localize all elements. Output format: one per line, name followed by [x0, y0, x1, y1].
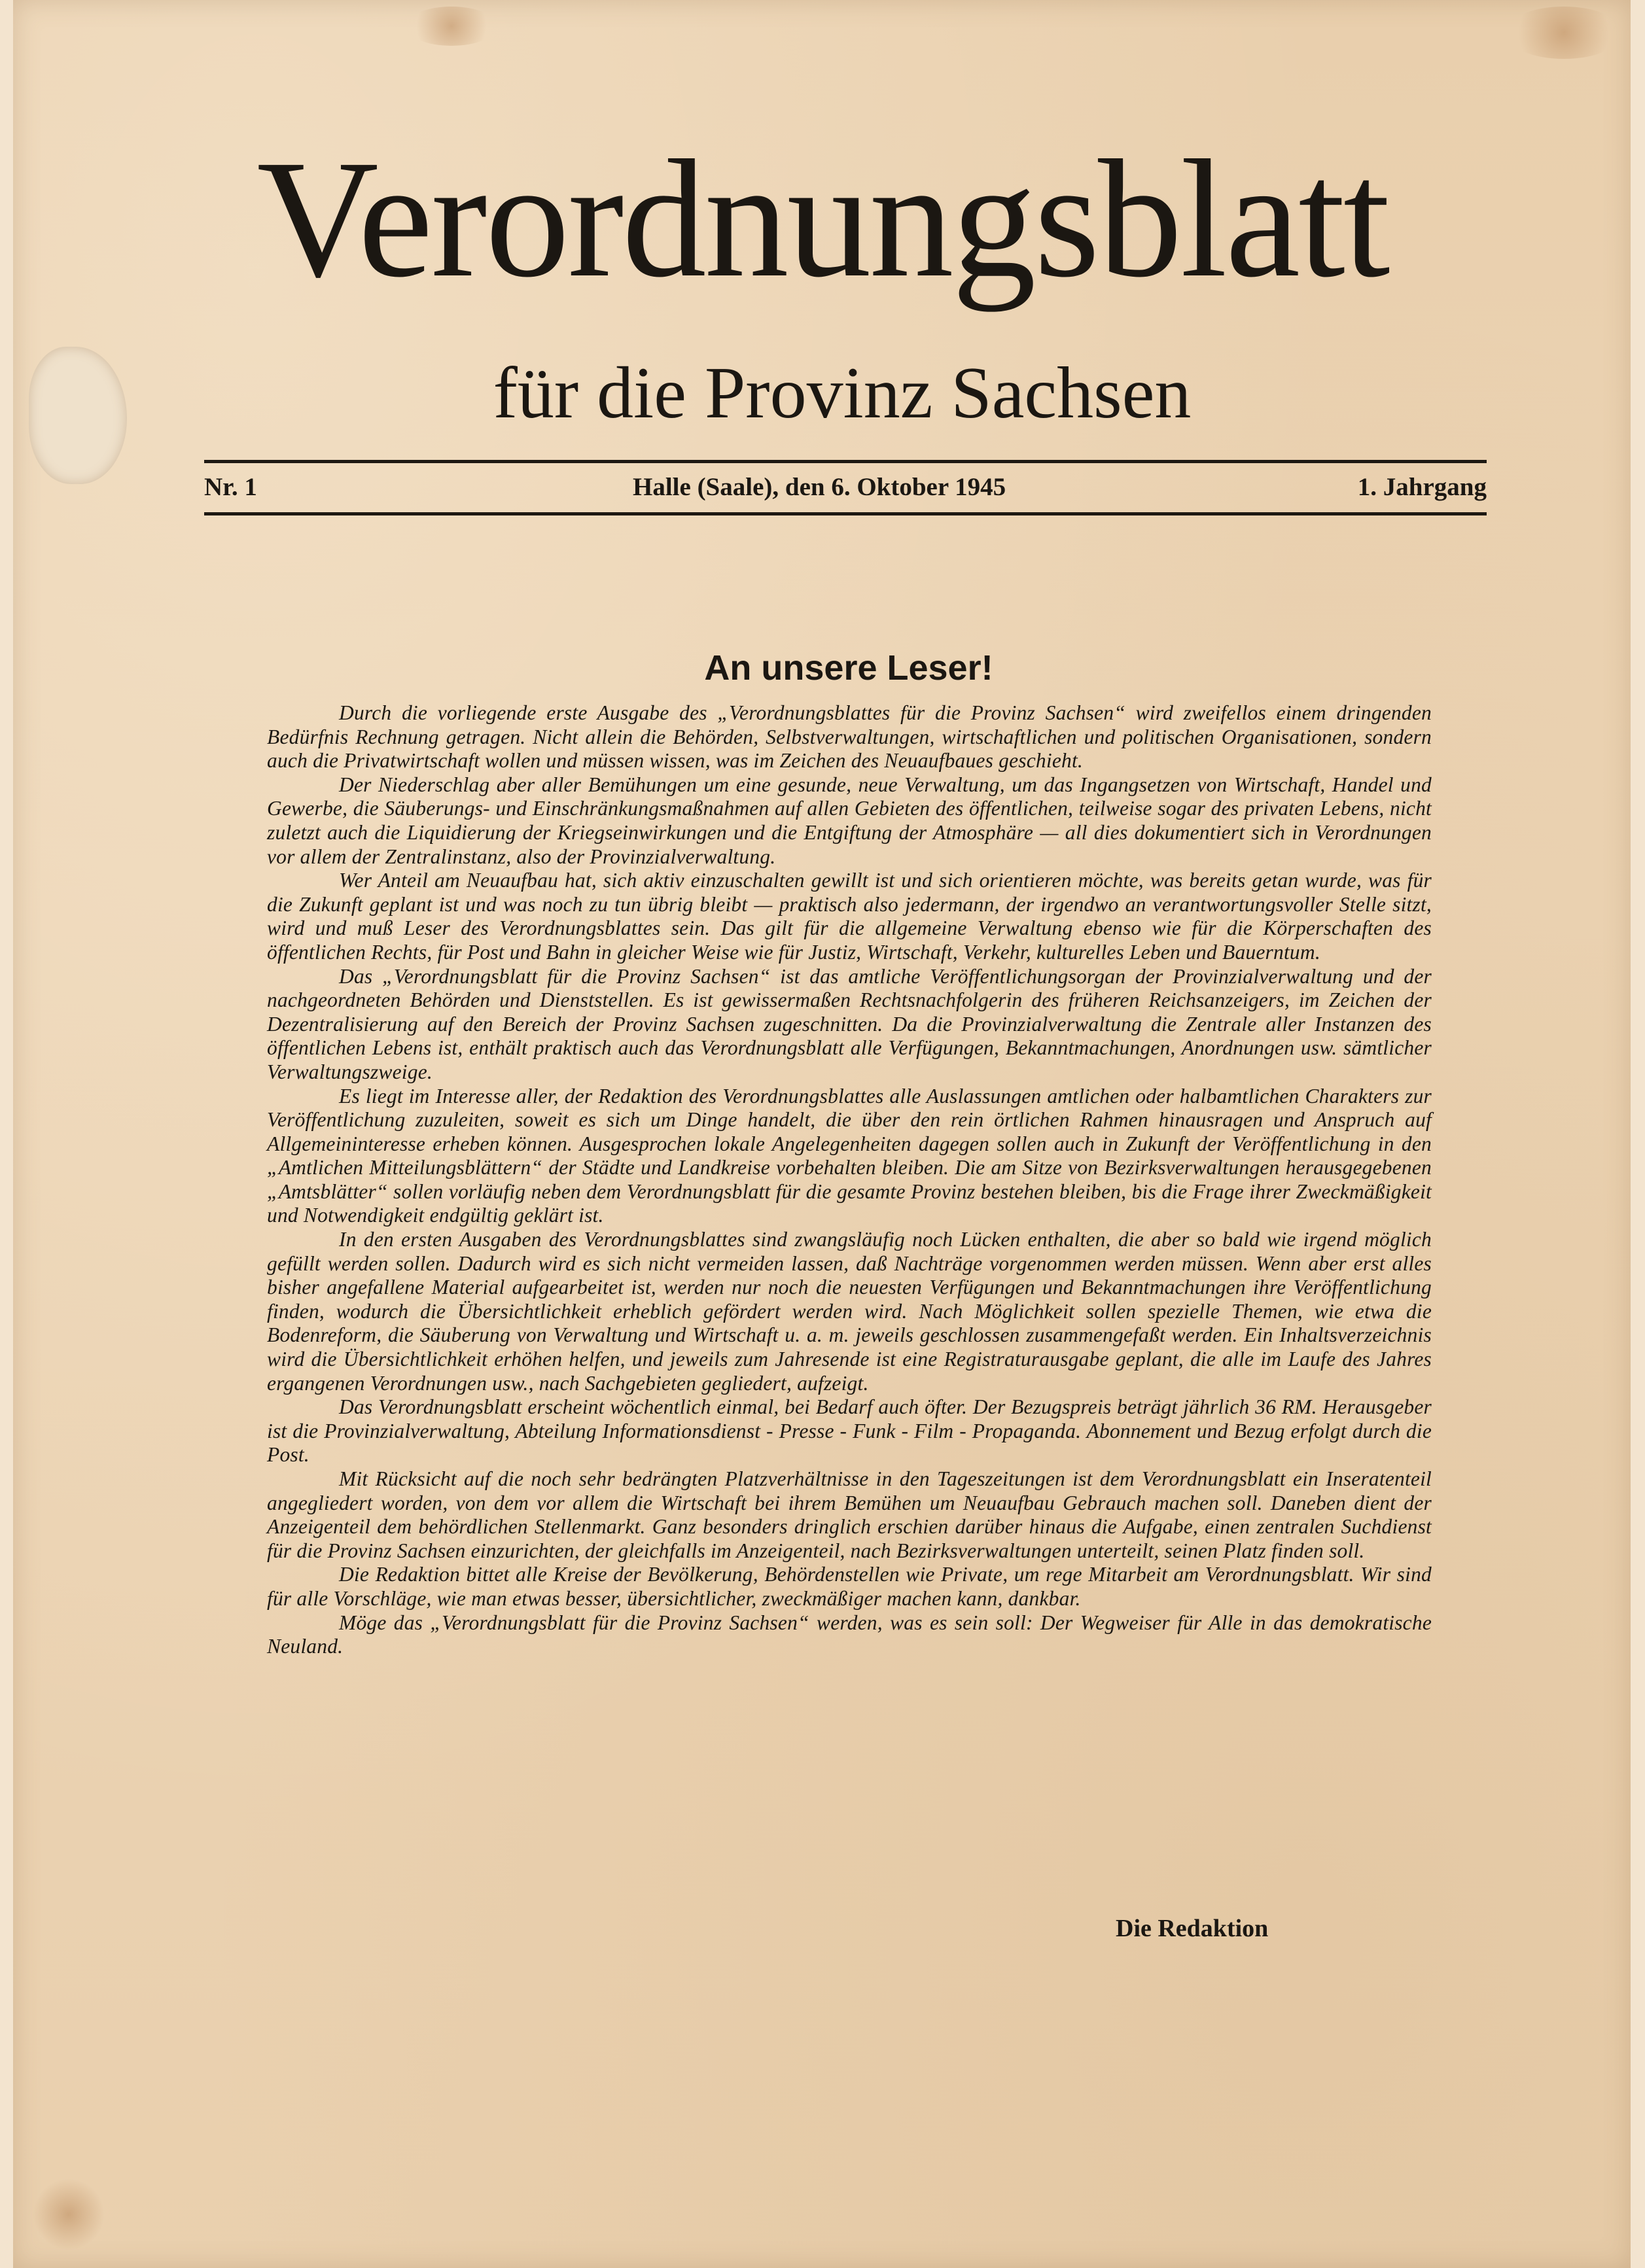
- article-paragraph: Der Niederschlag aber aller Bemühungen um eine gesunde, neue Verwaltung, um das Ingangsetzen von Wirtschaft, Handel und Gewerbe, die Säuberungs- und Einschränkungsmaßnahmen auf allen Gebieten des öffentlichen, teilweise sogar des privaten Lebens, nicht zuletzt auch die Liquidierung der Kriegseinwirkungen und die Entgiftung der Atmosphäre — all dies dokumentiert sich in Verordnungen vor allem der Zentralinstanz, also der Provinzialverwaltung.: [267, 773, 1432, 868]
- article-body: [267, 701, 1432, 1659]
- masthead-title: Verordnungsblatt: [256, 125, 1389, 312]
- masthead-rule-top: [204, 460, 1487, 463]
- paper-stain: [1505, 7, 1623, 59]
- article-signature: Die Redaktion: [1116, 1915, 1269, 1942]
- article-paragraph: Durch die vorliegende erste Ausgabe des „Verordnungsblattes für die Provinz Sachsen“ wird zweifellos einem dringenden Bedürfnis Rechnung getragen. Nicht allein die Behörden, Selbstverwaltungen, wirtschaftlichen und politischen Organisationen, sondern auch die Privatwirtschaft wollen und müssen wissen, was im Zeichen des Neuaufbaues geschieht.: [267, 701, 1432, 773]
- article-paragraph: Die Redaktion bittet alle Kreise der Bevölkerung, Behördenstellen wie Private, um rege Mitarbeit am Verordnungsblatt. Wir sind für alle Vorschläge, wie man etwas besser, übersichtlicher, zweckmäßiger machen kann, dankbar.: [267, 1563, 1432, 1610]
- issue-dateline: [204, 472, 1487, 506]
- issue-number: Nr. 1: [204, 473, 257, 501]
- paper-stain: [33, 2178, 105, 2250]
- article-paragraph: Wer Anteil am Neuaufbau hat, sich aktiv einzuschalten gewillt ist und sich orientieren möchte, was bereits getan wurde, was für die Zukunft geplant ist und was noch zu tun übrig bleibt — praktisch also jedermann, der irgendwo an verantwortungsvoller Stelle sitzt, wird und muß Leser des Verordnungsblattes sein. Das gilt für die allgemeine Verwaltung ebenso wie für die Körperschaften des öffentlichen Rechts, für Post und Bahn in gleicher Weise wie für Justiz, Wirtschaft, Verkehr, kulturelles Leben und Bauerntum.: [267, 869, 1432, 964]
- article-paragraph: Mit Rücksicht auf die noch sehr bedrängten Platzverhältnisse in den Tageszeitungen ist dem Verordnungsblatt ein Inseratenteil angegliedert worden, von dem vor allem die Wirtschaft bei ihrem Bemühen um Neuaufbau Gebrauch machen soll. Daneben dient der Anzeigenteil dem behördlichen Stellenmarkt. Ganz besonders dringlich erschien darüber hinaus die Aufgabe, einen zentralen Suchdienst für die Provinz Sachsen einzurichten, der gleichfalls im Anzeigenteil, nach Bezirksverwaltungen unterteilt, seinen Platz finden soll.: [267, 1467, 1432, 1562]
- article-paragraph: Es liegt im Interesse aller, der Redaktion des Verordnungsblattes alle Auslassungen amtlichen oder halbamtlichen Charakters zur Veröffentlichung zuzuleiten, soweit es sich um Dinge handelt, die über den rein örtlichen Rahmen hinausragen und Anspruch auf Allgemeininteresse erheben können. Ausgesprochen lokale Angelegenheiten dagegen sollen auch in Zukunft der Veröffentlichung in den „Amtlichen Mitteilungsblättern“ der Städte und Landkreise vorbehalten bleiben. Die am Sitze von Bezirksverwaltungen herausgegebenen „Amtsblätter“ sollen vorläufig neben dem Verordnungsblatt für die gesamte Provinz bestehen bleiben, bis die Frage ihrer Zweckmäßigkeit und Notwendigkeit endgültig geklärt ist.: [267, 1084, 1432, 1227]
- article-paragraph: In den ersten Ausgaben des Verordnungsblattes sind zwangsläufig noch Lücken enthalten, die aber so bald wie irgend möglich gefüllt werden sollen. Dadurch wird es sich nicht vermeiden lassen, daß Nachträge vorgenommen werden müssen. Wenn aber erst alles bisher angefallene Material aufgearbeitet ist, werden nur noch die neuesten Verfügungen und Bekanntmachungen ihre Veröffentlichung finden, wodurch die Übersichtlichkeit erheblich gefördert werden wird. Nach Möglichkeit sollen spezielle Themen, wie etwa die Bodenreform, die Säuberung von Verwaltung und Wirtschaft u. a. m. jeweils geschlossen zusammengefaßt werden. Ein Inhaltsverzeichnis wird die Übersichtlichkeit erhöhen helfen, und jeweils zum Jahresende ist eine Registraturausgabe geplant, die alle im Laufe des Jahres ergangenen Verordnungen usw., nach Sachgebieten gegliedert, aufzeigt.: [267, 1228, 1432, 1395]
- masthead-subtitle: für die Provinz Sachsen: [493, 353, 1192, 434]
- issue-place-date: Halle (Saale), den 6. Oktober 1945: [633, 473, 1006, 501]
- masthead-rule-bottom: [204, 512, 1487, 515]
- article-paragraph: Möge das „Verordnungsblatt für die Provinz Sachsen“ werden, was es sein soll: Der Wegweiser für Alle in das demokratische Neuland.: [267, 1611, 1432, 1658]
- article-headline: An unsere Leser!: [704, 648, 993, 688]
- paper-stain: [406, 7, 497, 46]
- article-paragraph: Das Verordnungsblatt erscheint wöchentlich einmal, bei Bedarf auch öfter. Der Bezugspreis beträgt jährlich 36 RM. Herausgeber ist die Provinzialverwaltung, Abteilung Informationsdienst - Presse - Funk - Film - Propaganda. Abonnement und Bezug erfolgt durch die Post.: [267, 1395, 1432, 1467]
- article-paragraph: Das „Verordnungsblatt für die Provinz Sachsen“ ist das amtliche Veröffentlichungsorgan der Provinzialverwaltung und der nachgeordneten Behörden und Dienststellen. Es ist gewissermaßen Rechtsnachfolgerin des früheren Reichsanzeigers, im Zeichen der Dezentralisierung auf den Bereich der Provinz Sachsen zugeschnitten. Da die Provinzialverwaltung die Zentrale aller Instanzen des öffentlichen Lebens ist, enthält praktisch auch das Verordnungsblatt alle Verfügungen, Bekanntmachungen, Anordnungen usw. sämtlicher Verwaltungszweige.: [267, 964, 1432, 1083]
- issue-volume: 1. Jahrgang: [1357, 473, 1487, 501]
